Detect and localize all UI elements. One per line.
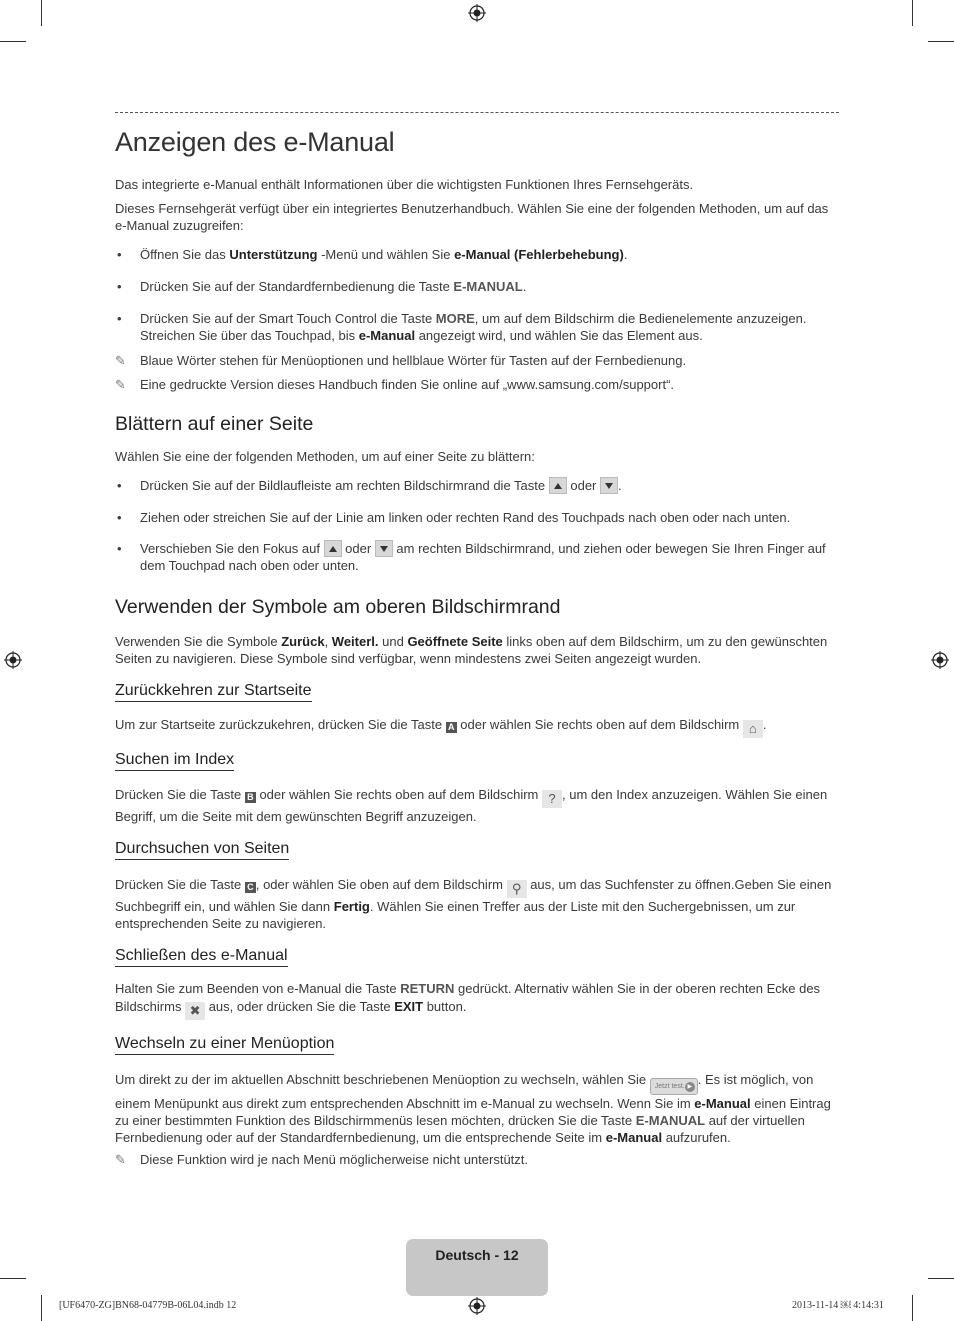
page-content (115, 112, 839, 1168)
subsection-heading: Suchen im Index (115, 751, 234, 771)
registration-mark-icon (4, 651, 22, 669)
page-number-tab (406, 1239, 548, 1296)
search-icon: ⚲ (507, 880, 527, 898)
key-c-icon: C (245, 882, 256, 893)
crop-mark (0, 1278, 26, 1279)
registration-mark-icon (931, 651, 949, 669)
crop-mark (928, 41, 954, 42)
registration-mark-icon (468, 4, 486, 22)
section-heading: Blättern auf einer Seite (115, 413, 314, 435)
subsection-heading: Durchsuchen von Seiten (115, 840, 289, 860)
pencil-note-icon: ✎ (115, 1152, 126, 1167)
key-b-icon: B (245, 792, 256, 803)
play-icon: ▶ (685, 1082, 695, 1092)
subsection-heading: Schließen des e-Manual (115, 947, 288, 967)
note-item: ✎ Blaue Wörter stehen für Menüoptionen und hellblaue Wörter für Tasten auf der Fernbedienung. (115, 353, 687, 368)
scroll-up-icon (324, 540, 342, 557)
scroll-up-icon (549, 477, 567, 494)
intro-paragraph: Dieses Fernsehgerät verfügt über ein integriertes Benutzerhandbuch. Wählen Sie eine der folgenden Methoden, um auf das e-Manual zuzugreifen: (115, 201, 829, 233)
close-icon: ✖ (185, 1002, 205, 1020)
section-intro: Wählen Sie eine der folgenden Methoden, um auf einer Seite zu blättern: (115, 449, 535, 464)
list-item: • Verschieben Sie den Fokus auf oder am rechten Bildschirmrand, und ziehen oder bewegen Sie Ihren Finger auf dem Touchpad nach oben oder unten. (115, 540, 839, 574)
page-number: Deutsch - 12 (435, 1247, 519, 1263)
subsection-paragraph: Drücken Sie die Taste C , oder wählen Sie oben auf dem Bildschirm ⚲ aus, um das Suchfenster zu öffnen.Geben Sie einen Suchbegriff ein, und wählen Sie dann Fertig. Wählen Sie einen Treffer aus der Liste mit den Suchergebnissen, um zur entsprechenden Seite zu navigieren. (115, 877, 832, 931)
key-a-icon: A (446, 722, 457, 733)
subsection-paragraph: Um direkt zu der im aktuellen Abschnitt beschriebenen Menüoption zu wechseln, wählen Sie Jetzt test. ▶ . Es ist möglich, von einem Menüpunkt aus direkt zum entsprechenden Abschnitt im e-Manual zu wechseln. Wenn Sie im e-Manual einen Eintrag zu einer bestimmten Funktion des Bildschirmmenüs lesen möchten, drücken Sie die Taste E-MANUAL auf der virtuellen Fernbedienung oder auf der Standardfernbedienung, um die entsprechende Seite im e-Manual aufzurufen. (115, 1072, 831, 1145)
list-item: • Drücken Sie auf der Bildlaufleiste am rechten Bildschirmrand die Taste oder . (115, 477, 839, 494)
dashed-rule (115, 112, 839, 113)
list-item: • Öffnen Sie das Unterstützung -Menü und wählen Sie e-Manual (Fehlerbehebung). (115, 246, 839, 263)
registration-mark-icon (468, 1297, 486, 1315)
crop-mark (0, 41, 26, 42)
crop-mark (912, 0, 913, 26)
subsection-heading: Zurückkehren zur Startseite (115, 682, 312, 702)
list-item: • Drücken Sie auf der Standardfernbedienung die Taste E-MANUAL. (115, 278, 839, 295)
intro-paragraph: Das integrierte e-Manual enthält Informationen über die wichtigsten Funktionen Ihres Fernsehgeräts. (115, 177, 694, 192)
print-info-right: 2013-11-14 ￼ 4:14:31 (792, 1300, 884, 1311)
subsection-heading: Wechseln zu einer Menüoption (115, 1035, 334, 1055)
crop-mark (912, 1295, 913, 1321)
note-item: ✎ Diese Funktion wird je nach Menü möglicherweise nicht unterstützt. (115, 1152, 529, 1167)
subsection-paragraph: Halten Sie zum Beenden von e-Manual die Taste RETURN gedrückt. Alternativ wählen Sie in der oberen rechten Ecke des Bildschirms ✖ aus, oder drücken Sie die Taste EXIT button. (115, 981, 821, 1018)
pencil-note-icon: ✎ (115, 377, 126, 392)
home-icon: ⌂ (743, 720, 763, 738)
note-item: ✎ Eine gedruckte Version dieses Handbuch finden Sie online auf „www.samsung.com/support“. (115, 377, 675, 392)
page-title: Anzeigen des e-Manual (115, 127, 395, 157)
crop-mark (41, 1295, 42, 1321)
section-paragraph: Verwenden Sie die Symbole Zurück, Weiterl. und Geöffnete Seite links oben auf dem Bildschirm, um zu den gewünschten Seiten zu navigieren. Diese Symbole sind verfügbar, wenn mindestens zwei Seiten angezeigt wurden. (115, 634, 828, 666)
crop-mark (928, 1278, 954, 1279)
section-heading: Verwenden der Symbole am oberen Bildschirmrand (115, 596, 561, 618)
scroll-down-icon (600, 477, 618, 494)
subsection-paragraph: Um zur Startseite zurückzukehren, drücken Sie die Taste A oder wählen Sie rechts oben auf dem Bildschirm ⌂ . (115, 717, 767, 736)
list-item: • Drücken Sie auf der Smart Touch Control die Taste MORE, um auf dem Bildschirm die Bedienelemente anzuzeigen. Streichen Sie über das Touchpad, bis e-Manual angezeigt wird, und wählen Sie das Element aus. (115, 310, 839, 344)
scroll-down-icon (375, 540, 393, 557)
list-item: • Ziehen oder streichen Sie auf der Linie am linken oder rechten Rand des Touchpads nach oben oder nach unten. (115, 509, 839, 526)
crop-mark (41, 0, 42, 26)
index-icon: ? (542, 790, 562, 808)
print-info-left: [UF6470-ZG]BN68-04779B-06L04.indb 12 (59, 1300, 237, 1311)
subsection-paragraph: Drücken Sie die Taste B oder wählen Sie rechts oben auf dem Bildschirm ? , um den Index anzuzeigen. Wählen Sie einen Begriff, um die Seite mit dem gewünschten Begriff anzuzeigen. (115, 787, 828, 824)
try-now-button[interactable]: Jetzt test. ▶ (650, 1078, 698, 1095)
pencil-note-icon: ✎ (115, 353, 126, 368)
